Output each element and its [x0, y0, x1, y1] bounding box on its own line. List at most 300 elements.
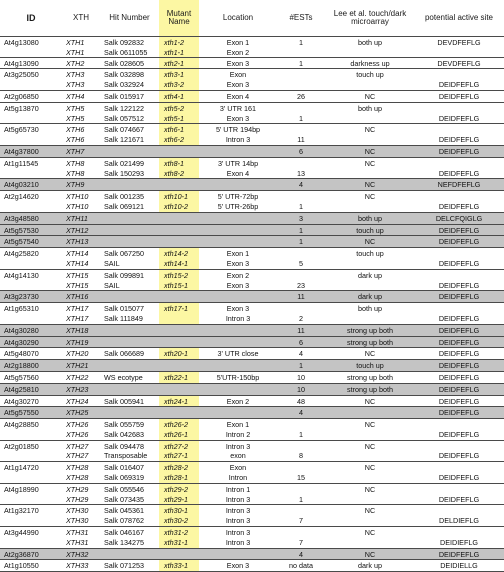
cell-hit-number: Salk 042683: [104, 429, 144, 439]
cell-xth: XTH19: [66, 337, 89, 347]
cell-ests: 1: [299, 201, 303, 211]
cell-ests: 13: [297, 168, 305, 178]
cell-lee-microarray: NC: [364, 192, 376, 202]
cell-mutant-name: xth29-2: [164, 484, 188, 494]
cell-id: At4g25820: [4, 249, 39, 259]
cell-xth: XTH20: [66, 349, 89, 359]
cell-ests: 3: [299, 213, 303, 223]
cell-active-site: DEIDFEFLG: [438, 258, 480, 268]
cell-mutant-name: xth10-2: [164, 201, 188, 211]
cell-active-site: DEIDFEFLG: [438, 372, 480, 382]
table-row: [0, 179, 504, 191]
cell-xth: XTH13: [66, 237, 89, 247]
cell-ests: 1: [299, 429, 303, 439]
cell-mutant-name: xth14-1: [164, 258, 188, 268]
cell-id: At2g14620: [4, 192, 39, 202]
cell-lee-microarray: darkness up: [350, 58, 390, 68]
cell-lee-microarray: strong up both: [347, 372, 393, 382]
cell-hit-number: SAIL: [104, 280, 120, 290]
cell-mutant-name: xth6-1: [164, 125, 184, 135]
cell-location: 3' UTR close: [217, 349, 259, 359]
cell-id: At4g37800: [4, 146, 39, 156]
cell-mutant-name: xth14-2: [164, 249, 188, 259]
cell-hit-number: Salk 032898: [104, 70, 144, 80]
cell-hit-number: Salk 015077: [104, 304, 144, 314]
cell-ests: 4: [299, 349, 303, 359]
cell-xth: XTH6: [66, 125, 85, 135]
cell-hit-number: Salk 028605: [104, 58, 144, 68]
cell-lee-microarray: dark up: [358, 561, 382, 571]
cell-lee-microarray: touch up: [356, 361, 384, 371]
cell-hit-number: Transposable: [104, 451, 148, 461]
cell-location: Exon 3: [226, 80, 250, 90]
cell-ests: 6: [299, 146, 303, 156]
cell-id: At2g01850: [4, 441, 39, 451]
cell-active-site: NEFDFEFLG: [437, 180, 481, 190]
cell-location: Intron 3: [225, 516, 251, 526]
cell-ests: 7: [299, 537, 303, 547]
table-row: [0, 441, 504, 463]
cell-xth: XTH32: [66, 549, 89, 559]
cell-mutant-name: xth8-2: [164, 168, 184, 178]
cell-location: Exon: [229, 70, 247, 80]
table-row: [0, 225, 504, 237]
cell-xth: XTH18: [66, 325, 89, 335]
cell-active-site: DEIDFEFLG: [438, 349, 480, 359]
table-row: [0, 248, 504, 270]
header-mutant-name: Mutant Name: [159, 0, 199, 36]
cell-id: At4g30270: [4, 396, 39, 406]
table-row: [0, 337, 504, 349]
cell-location: Exon 3: [226, 304, 250, 314]
cell-active-site: DEIDFEFLG: [438, 292, 480, 302]
cell-ests: 8: [299, 451, 303, 461]
cell-mutant-name: xth24-1: [164, 396, 188, 406]
cell-xth: XTH6: [66, 135, 85, 145]
cell-ests: 26: [297, 91, 305, 101]
table-row: [0, 484, 504, 506]
cell-ests: 48: [297, 396, 305, 406]
cell-xth: XTH9: [66, 180, 85, 190]
table-row: [0, 325, 504, 337]
cell-xth: XTH15: [66, 280, 89, 290]
cell-active-site: DELCFQIGLG: [435, 213, 483, 223]
cell-xth: XTH3: [66, 70, 85, 80]
cell-active-site: DEIDFEFLG: [438, 237, 480, 247]
cell-xth: XTH8: [66, 168, 85, 178]
cell-active-site: DEIDFEFLG: [438, 384, 480, 394]
cell-xth: XTH17: [66, 313, 89, 323]
cell-ests: 4: [299, 408, 303, 418]
cell-xth: XTH1: [66, 38, 85, 47]
cell-location: Exon 3: [226, 58, 250, 68]
cell-active-site: DEIDFEFLG: [438, 473, 480, 483]
cell-id: At1g10550: [4, 561, 39, 571]
cell-xth: XTH11: [66, 213, 88, 223]
cell-lee-microarray: touch up: [356, 249, 384, 259]
cell-active-site: DEIDFEFLG: [438, 168, 480, 178]
cell-hit-number: Salk 073435: [104, 494, 144, 504]
cell-hit-number: Salk 069121: [104, 201, 144, 211]
cell-id: At4g30290: [4, 337, 39, 347]
cell-location: Exon 1: [226, 249, 250, 259]
table-row: [0, 124, 504, 146]
cell-xth: XTH29: [66, 494, 89, 504]
cell-id: At4g25810: [4, 384, 39, 394]
cell-id: At1g65310: [4, 304, 39, 314]
cell-location: Exon 1: [226, 38, 250, 47]
cell-id: At5g57530: [4, 225, 39, 235]
cell-id: At5g57550: [4, 408, 39, 418]
table-row: [0, 462, 504, 484]
cell-lee-microarray: NC: [364, 125, 376, 135]
cell-xth: XTH26: [66, 420, 89, 430]
cell-xth: XTH21: [66, 361, 89, 371]
cell-id: At3g23730: [4, 292, 39, 302]
cell-lee-microarray: NC: [364, 180, 376, 190]
cell-mutant-name: xth3-1: [164, 70, 184, 80]
table-row: [0, 303, 504, 325]
cell-active-site: DEIDFEFLG: [438, 396, 480, 406]
cell-id: At2g18800: [4, 361, 39, 371]
cell-location: Intron 3: [225, 537, 251, 547]
table-row: [0, 213, 504, 225]
cell-hit-number: SAIL: [104, 258, 120, 268]
cell-lee-microarray: NC: [364, 463, 376, 473]
cell-id: At5g48070: [4, 349, 39, 359]
cell-mutant-name: xth2-1: [164, 58, 184, 68]
cell-active-site: DEIDFEFLG: [438, 408, 480, 418]
cell-mutant-name: xth5-1: [164, 113, 184, 123]
cell-active-site: DEVDFEFLG: [437, 38, 481, 47]
cell-hit-number: Salk 074667: [104, 125, 144, 135]
cell-ests: 15: [297, 473, 305, 483]
cell-ests: 1: [299, 494, 303, 504]
header-id: ID: [26, 13, 36, 23]
table-row: [0, 419, 504, 441]
cell-id: At4g13090: [4, 58, 39, 68]
table-row: [0, 527, 504, 549]
cell-mutant-name: xth1-2: [164, 38, 184, 47]
cell-hit-number: Salk 045361: [104, 506, 144, 516]
header-location: Location: [222, 13, 254, 22]
cell-active-site: DEIDFEFLG: [438, 113, 480, 123]
cell-xth: XTH31: [66, 537, 89, 547]
cell-location: Exon 3: [226, 561, 250, 571]
cell-lee-microarray: NC: [364, 146, 376, 156]
cell-hit-number: Salk 111849: [104, 313, 143, 323]
cell-hit-number: Salk 001235: [104, 192, 144, 202]
table-row: [0, 146, 504, 158]
cell-xth: XTH29: [66, 484, 89, 494]
cell-ests: 5: [299, 258, 303, 268]
cell-xth: XTH10: [66, 201, 89, 211]
cell-active-site: DEIDFEFLG: [438, 146, 480, 156]
cell-ests: 2: [299, 313, 303, 323]
cell-mutant-name: xth10-1: [164, 192, 188, 202]
cell-active-site: DEIDIELLG: [440, 561, 478, 571]
cell-xth: XTH17: [66, 304, 89, 314]
cell-ests: 10: [297, 372, 305, 382]
table-row: [0, 69, 504, 91]
cell-hit-number: Salk 067250: [104, 249, 144, 259]
cell-location: 3' UTR 161: [219, 103, 257, 113]
cell-xth: XTH23: [66, 384, 89, 394]
cell-location: 3' UTR 14bp: [217, 158, 259, 168]
cell-mutant-name: xth15-1: [164, 280, 188, 290]
cell-xth: XTH28: [66, 463, 89, 473]
cell-id: At4g13080: [4, 38, 39, 47]
cell-active-site: DEIDFEFLG: [438, 80, 480, 90]
cell-xth: XTH3: [66, 80, 85, 90]
cell-xth: XTH1: [66, 47, 85, 57]
cell-active-site: DEIDFEFLG: [438, 451, 480, 461]
cell-xth: XTH5: [66, 113, 85, 123]
cell-location: Intron 1: [225, 484, 251, 494]
cell-lee-microarray: both up: [358, 38, 382, 47]
cell-hit-number: WS ecotype: [104, 372, 143, 382]
cell-location: 5' UTR-26bp: [217, 201, 259, 211]
cell-lee-microarray: NC: [364, 441, 376, 451]
table-row: [0, 158, 504, 180]
cell-hit-number: Salk 099891: [104, 270, 144, 280]
cell-location: Exon 3: [226, 280, 250, 290]
table-row: [0, 549, 504, 561]
cell-xth: XTH4: [66, 91, 85, 101]
table-row: [0, 291, 504, 303]
cell-id: At2g36870: [4, 549, 39, 559]
cell-location: Exon 3: [226, 258, 250, 268]
cell-xth: XTH28: [66, 473, 89, 483]
cell-id: At4g18990: [4, 484, 39, 494]
cell-xth: XTH27: [66, 451, 89, 461]
cell-lee-microarray: NC: [364, 396, 376, 406]
cell-mutant-name: xth26-2: [164, 420, 188, 430]
cell-lee-microarray: NC: [364, 549, 376, 559]
table-row: [0, 348, 504, 360]
cell-location: Intron 3: [225, 313, 251, 323]
table-body: [0, 36, 504, 572]
table-row: [0, 407, 504, 419]
cell-active-site: DEIDFEFLG: [438, 313, 480, 323]
cell-active-site: DEIDFEFLG: [438, 337, 480, 347]
cell-ests: 10: [297, 384, 305, 394]
header-active-site: potential active site: [424, 13, 494, 22]
cell-mutant-name: xth26-1: [164, 429, 188, 439]
cell-mutant-name: xth15-2: [164, 270, 188, 280]
cell-xth: XTH12: [66, 225, 89, 235]
cell-location: Exon 2: [226, 270, 250, 280]
table-row: [0, 360, 504, 372]
table-row: [0, 36, 504, 58]
cell-hit-number: Salk 078762: [104, 516, 144, 526]
cell-lee-microarray: strong up both: [347, 337, 393, 347]
cell-active-site: DEIDFEFLG: [438, 91, 480, 101]
cell-lee-microarray: both up: [358, 213, 382, 223]
header-xth: XTH: [73, 13, 89, 22]
cell-xth: XTH31: [66, 528, 89, 538]
cell-id: At4g03210: [4, 180, 39, 190]
cell-xth: XTH10: [66, 192, 89, 202]
cell-mutant-name: xth30-1: [164, 506, 188, 516]
cell-active-site: DEIDFEFLG: [438, 225, 480, 235]
cell-active-site: DEIDFEFLG: [438, 325, 480, 335]
table-row: [0, 236, 504, 248]
cell-xth: XTH30: [66, 506, 89, 516]
cell-id: At1g14720: [4, 463, 39, 473]
cell-active-site: DEIDFEFLG: [438, 361, 480, 371]
cell-lee-microarray: NC: [364, 484, 376, 494]
cell-lee-microarray: NC: [364, 237, 376, 247]
cell-xth: XTH24: [66, 396, 89, 406]
cell-id: At3g48580: [4, 213, 39, 223]
cell-mutant-name: xth17-1: [164, 304, 188, 314]
cell-mutant-name: xth28-2: [164, 463, 188, 473]
cell-hit-number: Salk 122122: [104, 103, 144, 113]
cell-mutant-name: xth31-2: [164, 528, 188, 538]
cell-active-site: DEIDFEFLG: [438, 494, 480, 504]
header-ests: #ESTs: [289, 13, 313, 22]
cell-xth: XTH22: [66, 372, 89, 382]
cell-location: Intron 3: [225, 494, 251, 504]
cell-xth: XTH14: [66, 249, 89, 259]
cell-location: Exon 4: [226, 168, 250, 178]
cell-mutant-name: xth33-1: [164, 561, 188, 571]
cell-location: Intron 3: [225, 528, 251, 538]
cell-xth: XTH30: [66, 516, 89, 526]
cell-mutant-name: xth8-1: [164, 158, 184, 168]
table-row: [0, 191, 504, 213]
cell-location: Intron: [228, 473, 248, 483]
cell-lee-microarray: dark up: [358, 292, 382, 302]
cell-xth: XTH2: [66, 58, 85, 68]
cell-hit-number: Salk 150293: [104, 168, 144, 178]
cell-lee-microarray: NC: [364, 349, 376, 359]
header-lee-microarray: Lee et al. touch/dark microarray: [333, 9, 407, 26]
table-row: [0, 103, 504, 125]
cell-ests: no data: [289, 561, 313, 571]
cell-lee-microarray: touch up: [356, 70, 384, 80]
cell-location: Intron 3: [225, 506, 251, 516]
cell-lee-microarray: NC: [364, 528, 376, 538]
cell-location: Intron 2: [225, 429, 251, 439]
cell-location: Intron 3: [225, 135, 251, 145]
cell-id: At4g30280: [4, 325, 39, 335]
table-row: [0, 270, 504, 292]
cell-active-site: DEIDFEFLG: [438, 201, 480, 211]
cell-location: 5'UTR-150bp: [216, 372, 260, 382]
cell-location: Exon 4: [226, 91, 250, 101]
table-row: [0, 396, 504, 408]
table-header: [0, 0, 504, 36]
cell-id: At3g44990: [4, 528, 39, 538]
cell-hit-number: Salk 094478: [104, 441, 144, 451]
cell-active-site: DEIDFEFLG: [438, 280, 480, 290]
cell-xth: XTH5: [66, 103, 85, 113]
cell-lee-microarray: strong up both: [347, 384, 393, 394]
cell-hit-number: Salk 021499: [104, 158, 144, 168]
cell-mutant-name: xth31-1: [164, 537, 188, 547]
cell-mutant-name: xth6-2: [164, 135, 184, 145]
cell-id: At1g32170: [4, 506, 39, 516]
cell-active-site: DEVDFEFLG: [437, 58, 481, 68]
cell-lee-microarray: NC: [364, 91, 376, 101]
cell-xth: XTH27: [66, 441, 89, 451]
cell-xth: XTH33: [66, 561, 89, 571]
cell-xth: XTH25: [66, 408, 89, 418]
cell-hit-number: Salk 069319: [104, 473, 144, 483]
cell-active-site: DEIDFEFLG: [438, 135, 480, 145]
cell-active-site: DEIDFEFLG: [438, 429, 480, 439]
cell-lee-microarray: NC: [364, 420, 376, 430]
cell-hit-number: Salk 066689: [104, 349, 144, 359]
cell-xth: XTH16: [66, 292, 89, 302]
cell-id: At5g57540: [4, 237, 39, 247]
cell-ests: 11: [297, 325, 305, 335]
cell-id: At3g25050: [4, 70, 39, 80]
cell-xth: XTH8: [66, 158, 85, 168]
cell-location: Exon 3: [226, 113, 250, 123]
cell-mutant-name: xth22-1: [164, 372, 188, 382]
cell-mutant-name: xth29-1: [164, 494, 188, 504]
cell-ests: 11: [297, 292, 305, 302]
cell-location: Exon 2: [226, 47, 250, 57]
cell-lee-microarray: both up: [358, 304, 382, 314]
cell-mutant-name: xth27-1: [164, 451, 188, 461]
cell-ests: 1: [299, 38, 303, 47]
cell-id: At2g06850: [4, 91, 39, 101]
table-row: [0, 384, 504, 396]
cell-hit-number: Salk 005941: [104, 396, 144, 406]
cell-hit-number: Salk 016407: [104, 463, 144, 473]
cell-mutant-name: xth1-1: [164, 47, 184, 57]
cell-ests: 1: [299, 58, 303, 68]
cell-location: 5' UTR-72bp: [217, 192, 259, 202]
table-row: [0, 372, 504, 384]
cell-hit-number: Salk 134275: [104, 537, 144, 547]
cell-mutant-name: xth4-1: [164, 91, 184, 101]
cell-mutant-name: xth30-2: [164, 516, 188, 526]
cell-lee-microarray: NC: [364, 506, 376, 516]
cell-xth: XTH26: [66, 429, 89, 439]
cell-ests: 7: [299, 516, 303, 526]
cell-hit-number: Salk 121671: [104, 135, 144, 145]
cell-xth: XTH14: [66, 258, 89, 268]
cell-ests: 23: [297, 280, 305, 290]
cell-mutant-name: xth20-1: [164, 349, 188, 359]
table-row: [0, 505, 504, 527]
cell-active-site: DEIDIEFLG: [440, 537, 478, 547]
cell-location: 5' UTR 194bp: [215, 125, 261, 135]
table-row: [0, 58, 504, 70]
cell-hit-number: Salk 0611055: [104, 47, 148, 57]
header-hit-number: Hit Number: [109, 13, 150, 22]
cell-location: Intron 3: [225, 441, 251, 451]
cell-hit-number: Salk 092832: [104, 38, 144, 47]
cell-id: At4g28850: [4, 420, 39, 430]
cell-mutant-name: xth28-1: [164, 473, 188, 483]
cell-ests: 1: [299, 361, 303, 371]
cell-active-site: DEIDFEFLG: [438, 549, 480, 559]
cell-hit-number: Salk 046167: [104, 528, 144, 538]
table-row: [0, 560, 504, 572]
cell-id: At5g65730: [4, 125, 39, 135]
cell-xth: XTH15: [66, 270, 89, 280]
cell-id: At5g57560: [4, 372, 39, 382]
cell-hit-number: Salk 057512: [104, 113, 144, 123]
cell-hit-number: Salk 055759: [104, 420, 144, 430]
cell-ests: 4: [299, 549, 303, 559]
